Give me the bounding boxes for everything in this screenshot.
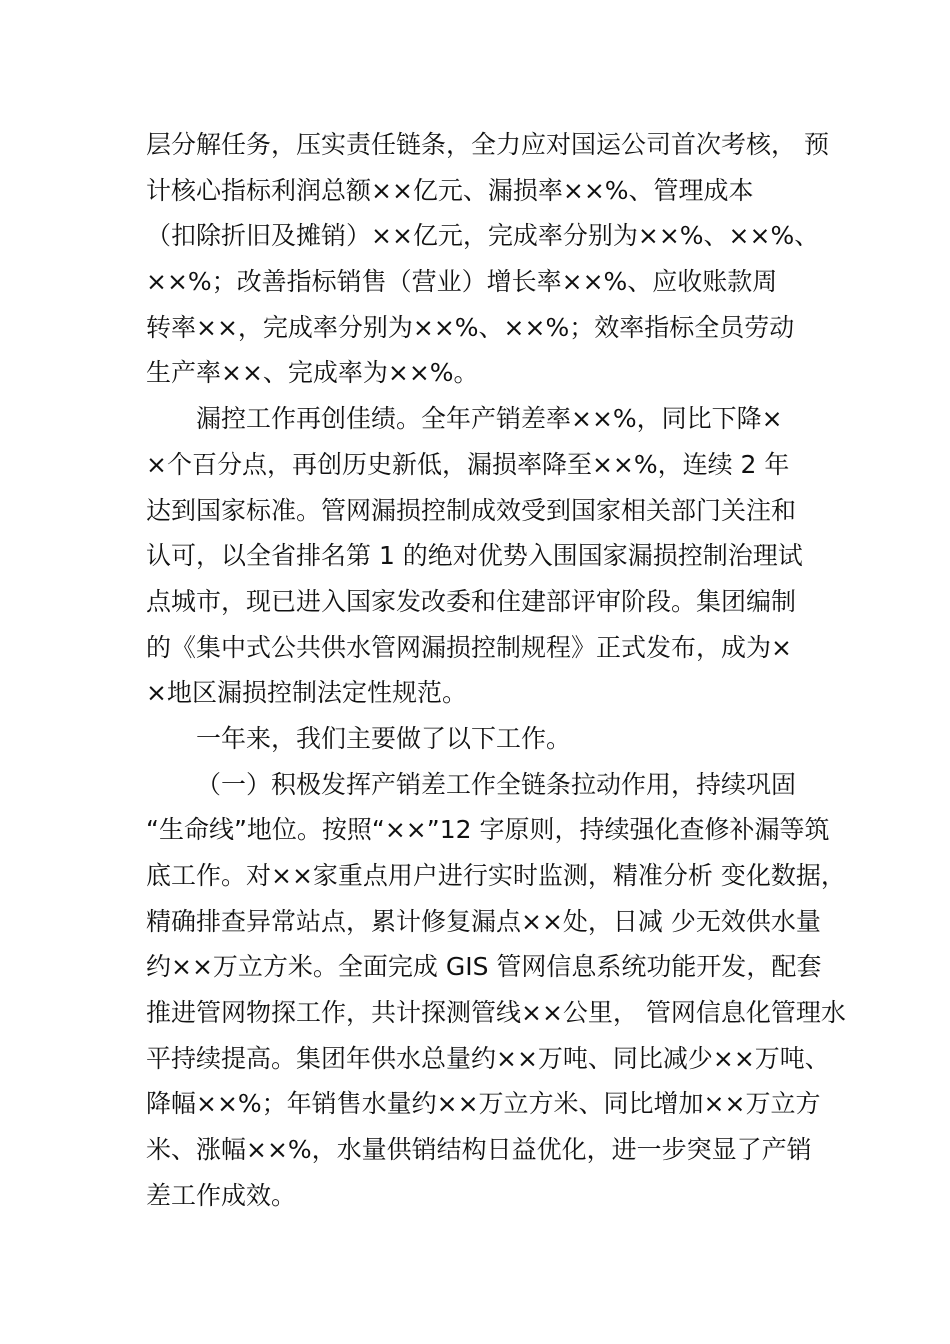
text-line: （一）积极发挥产销差工作全链条拉动作用，持续巩固 [196,769,797,799]
text-line: 达到国家标准。管网漏损控制成效受到国家相关部门关注和 [146,495,797,525]
text-line: 底工作。对××家重点用户进行实时监测，精准分析 变化数据， [146,861,846,890]
text-line: 平持续提高。集团年供水总量约××万吨、同比减少××万吨、 [146,1043,830,1073]
text-line: （扣除折旧及摊销）××亿元，完成率分别为××%、××%、 [146,221,820,251]
text-line: 转率××，完成率分别为××%、××%；效率指标全员劳动 [146,312,795,342]
text-line: 点城市，现已进入国家发改委和住建部评审阶段。集团编制 [146,586,797,616]
text-line: ×个百分点，再创历史新低，漏损率降至××%，连续 2 年 [146,449,790,479]
document-body [146,122,846,1219]
text-line: 层分解任务，压实责任链条，全力应对国运公司首次考核， 预 [146,130,829,159]
text-line: 计核心指标利润总额××亿元、漏损率××%、管理成本 [146,175,754,205]
text-line: 生产率××、完成率为××%。 [146,358,479,388]
text-line: “生命线”地位。按照“××”12 字原则，持续强化查修补漏等筑 [146,815,830,845]
text-line: 差工作成效。 [146,1180,297,1210]
text-line: 一年来，我们主要做了以下工作。 [196,723,572,753]
text-line: 约××万立方米。全面完成 GIS 管网信息系统功能开发，配套 [146,952,822,982]
text-line: 漏控工作再创佳绩。全年产销差率××%，同比下降× [196,404,783,434]
text-line: 米、涨幅××%，水量供销结构日益优化，进一步突显了产销 [146,1135,812,1165]
text-line: 精确排查异常站点，累计修复漏点××处，日减 少无效供水量 [146,906,821,936]
text-line: 认可，以全省排名第 1 的绝对优势入围国家漏损控制治理试 [146,541,803,571]
text-line: 的《集中式公共供水管网漏损控制规程》正式发布，成为× [146,632,792,662]
text-line: ××%；改善指标销售（营业）增长率××%、应收账款周 [146,267,778,297]
text-line: 推进管网物探工作，共计探测管线××公里， 管网信息化管理水 [146,998,846,1028]
text-line: 降幅××%；年销售水量约××万立方米、同比增加××万立方 [146,1089,821,1119]
text-line: ×地区漏损控制法定性规范。 [146,678,467,708]
